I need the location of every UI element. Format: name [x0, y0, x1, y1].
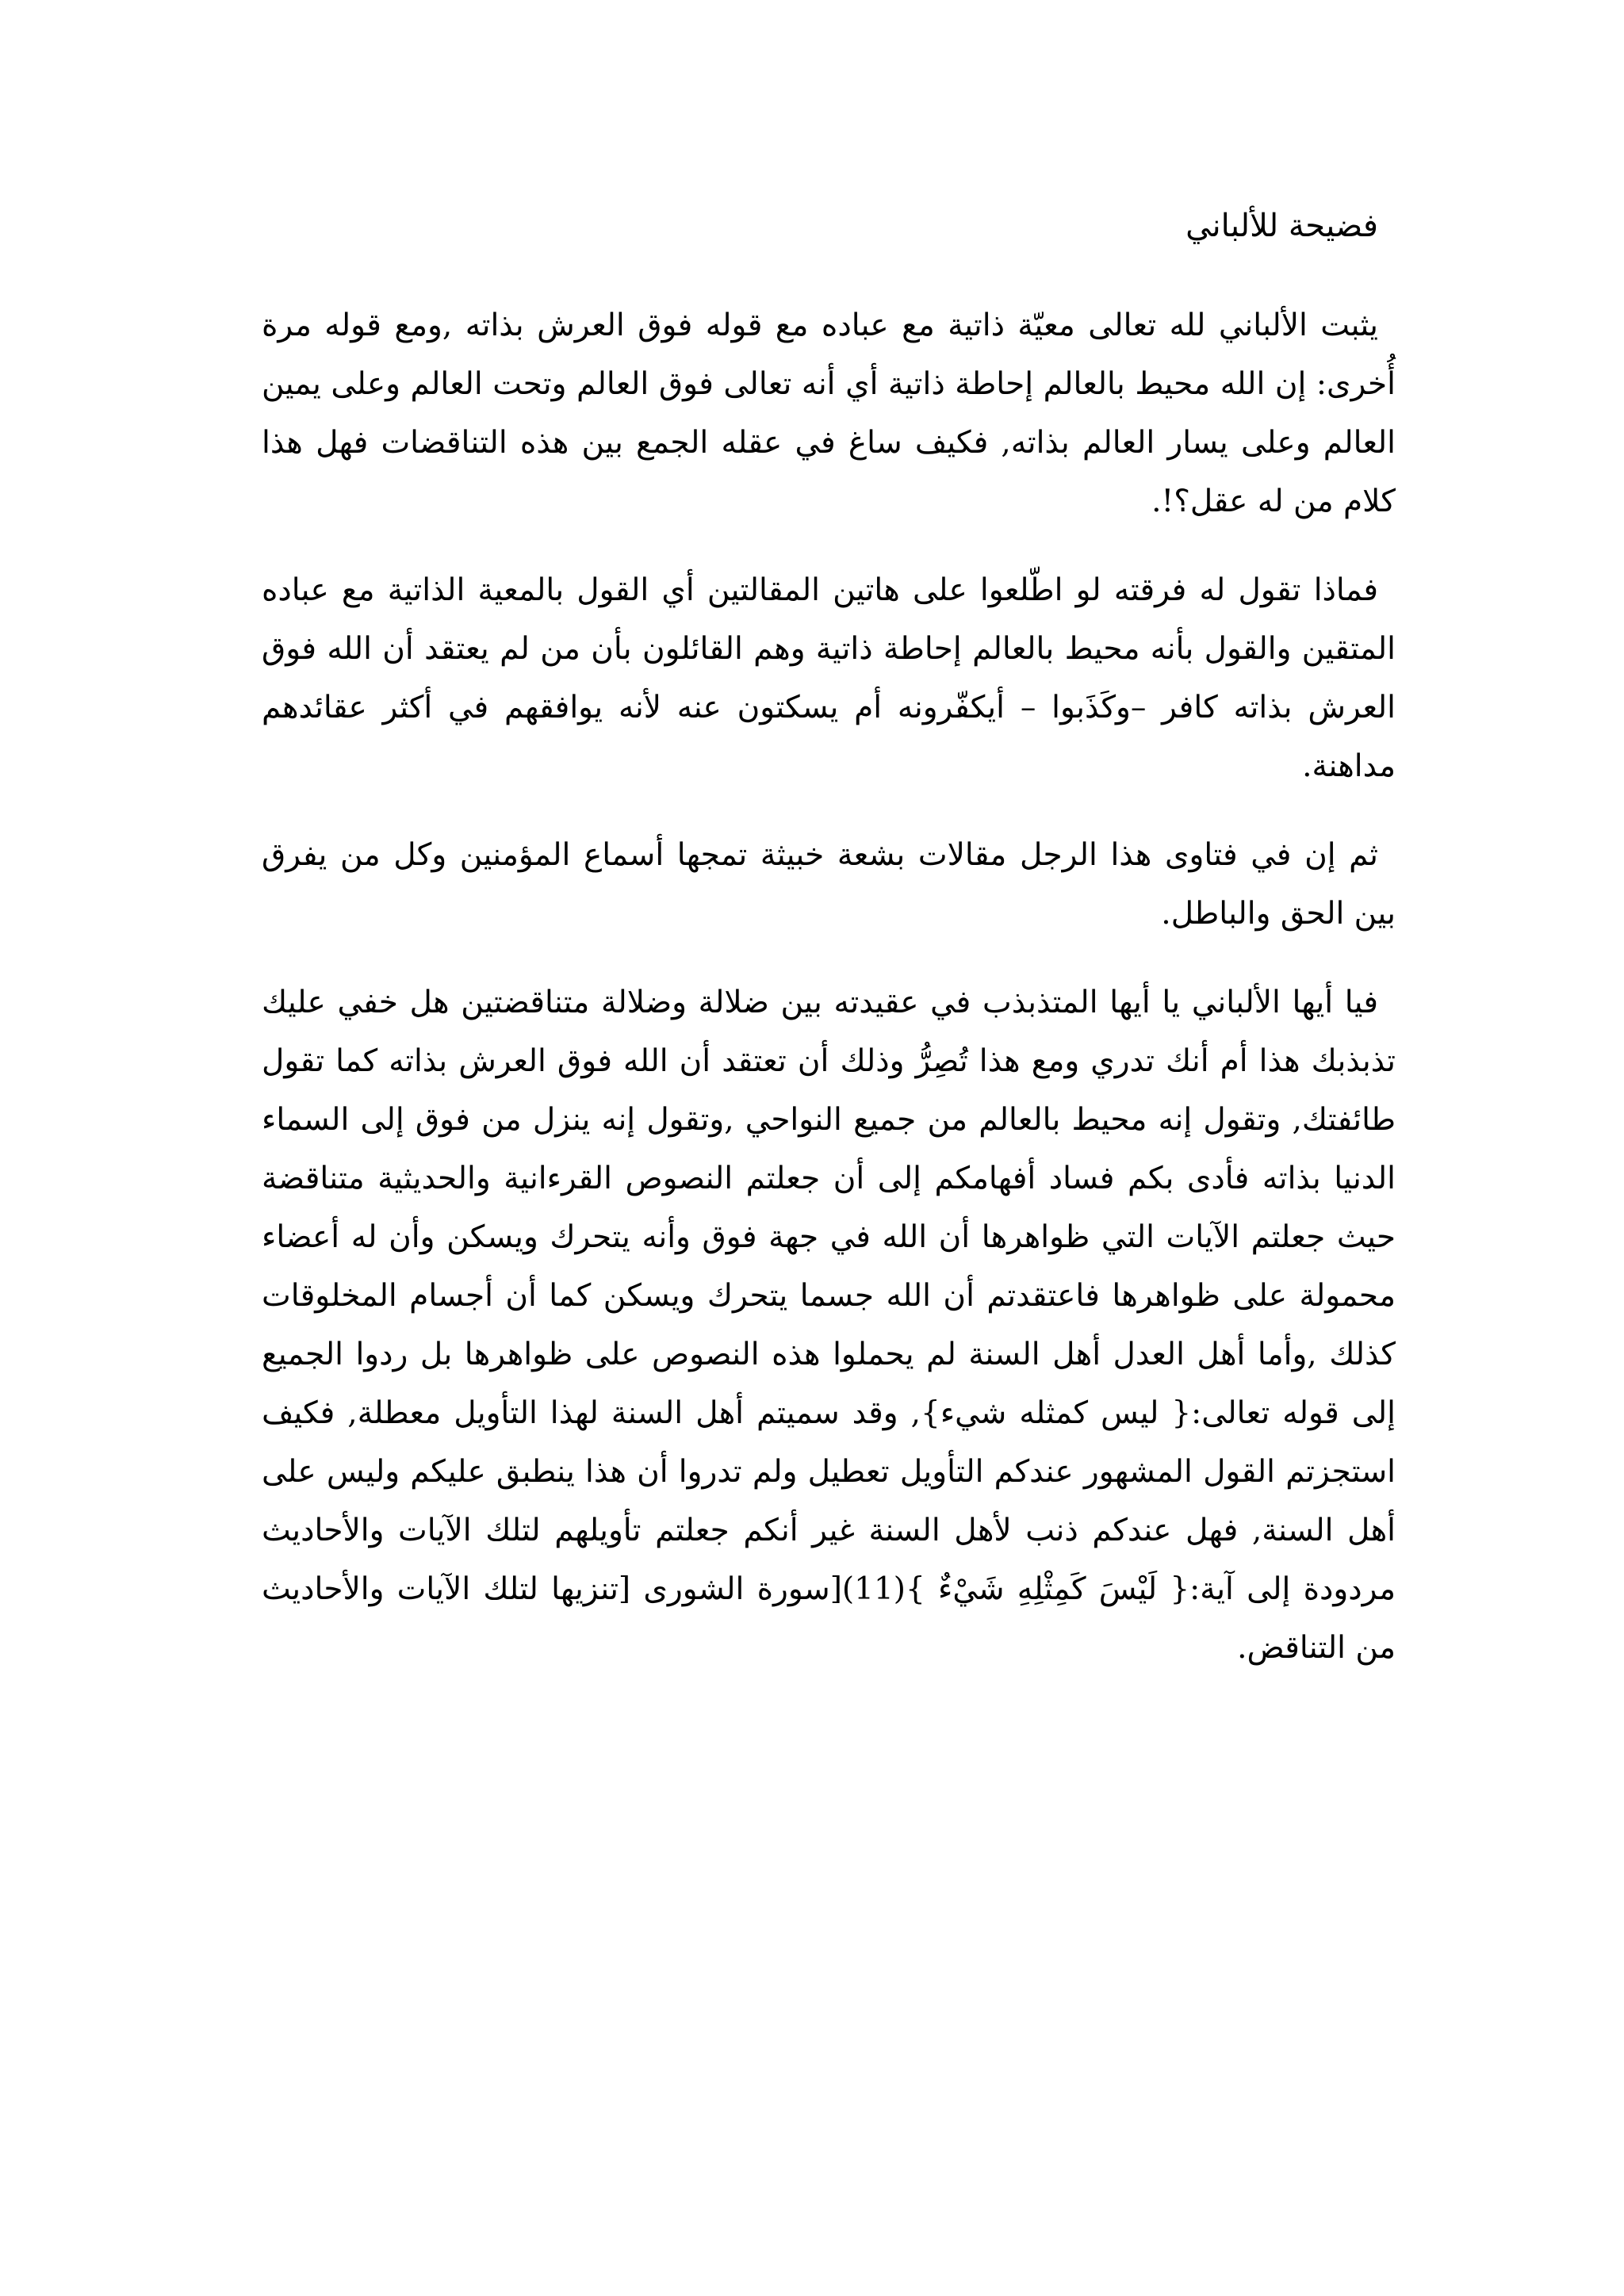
- document-title: فضيحة للألباني: [1185, 208, 1378, 244]
- document-body: [262, 197, 1396, 1678]
- paragraph-4: فيا أيها الألباني يا أيها المتذبذب في عقيدته بين ضلالة وضلالة متناقضتين هل خفي عليك تذبذبك هذا أم أنك تدري ومع هذا تُصِرُّ وذلك أن تعتقد أن الله فوق العرش بذاته كما تقول طائفتك, وتقول إنه محيط بالعالم من جميع النواحي ,وتقول إنه ينزل من فوق إلى السماء الدنيا بذاته فأدى بكم فساد أفهامكم إلى أن جعلتم النصوص القرءانية والحديثية متناقضة حيث جعلتم الآيات التي ظواهرها أن الله في جهة فوق وأنه يتحرك ويسكن وأن له أعضاء محمولة على ظواهرها فاعتقدتم أن الله جسما يتحرك ويسكن كما أن أجسام المخلوقات كذلك ,وأما أهل العدل أهل السنة لم يحملوا هذه النصوص على ظواهرها بل ردوا الجميع إلى قوله تعالى:{ ليس كمثله شيء}, وقد سميتم أهل السنة لهذا التأويل معطلة, فكيف استجزتم القول المشهور عندكم التأويل تعطيل ولم تدروا أن هذا ينطبق عليكم وليس على أهل السنة, فهل عندكم ذنب لأهل السنة غير أنكم جعلتم تأويلهم لتلك الآيات والأحاديث مردودة إلى آية:{ لَيْسَ كَمِثْلِهِ شَيْءٌ }(11)[سورة الشورى [تنزيها لتلك الآيات والأحاديث من التناقض.: [262, 985, 1396, 1666]
- paragraph-3: ثم إن في فتاوى هذا الرجل مقالات بشعة خبيثة تمجها أسماع المؤمنين وكل من يفرق بين الحق والباطل.: [262, 837, 1396, 932]
- paragraph-2: فماذا تقول له فرقته لو اطّلعوا على هاتين المقالتين أي القول بالمعية الذاتية مع عباده المتقين والقول بأنه محيط بالعالم إحاطة ذاتية وهم القائلون بأن من لم يعتقد أن الله فوق العرش بذاته كافر –وكَذَبوا – أيكفّرونه أم يسكتون عنه لأنه يوافقهم في أكثر عقائدهم مداهنة.: [262, 572, 1396, 784]
- paragraph-1: يثبت الألباني لله تعالى معيّة ذاتية مع عباده مع قوله فوق العرش بذاته ,ومع قوله مرة أُخرى: إن الله محيط بالعالم إحاطة ذاتية أي أنه تعالى فوق العالم وتحت العالم وعلى يمين العالم وعلى يسار العالم بذاته, فكيف ساغ في عقله الجمع بين هذه التناقضات فهل هذا كلام من له عقل؟!.: [262, 308, 1396, 519]
